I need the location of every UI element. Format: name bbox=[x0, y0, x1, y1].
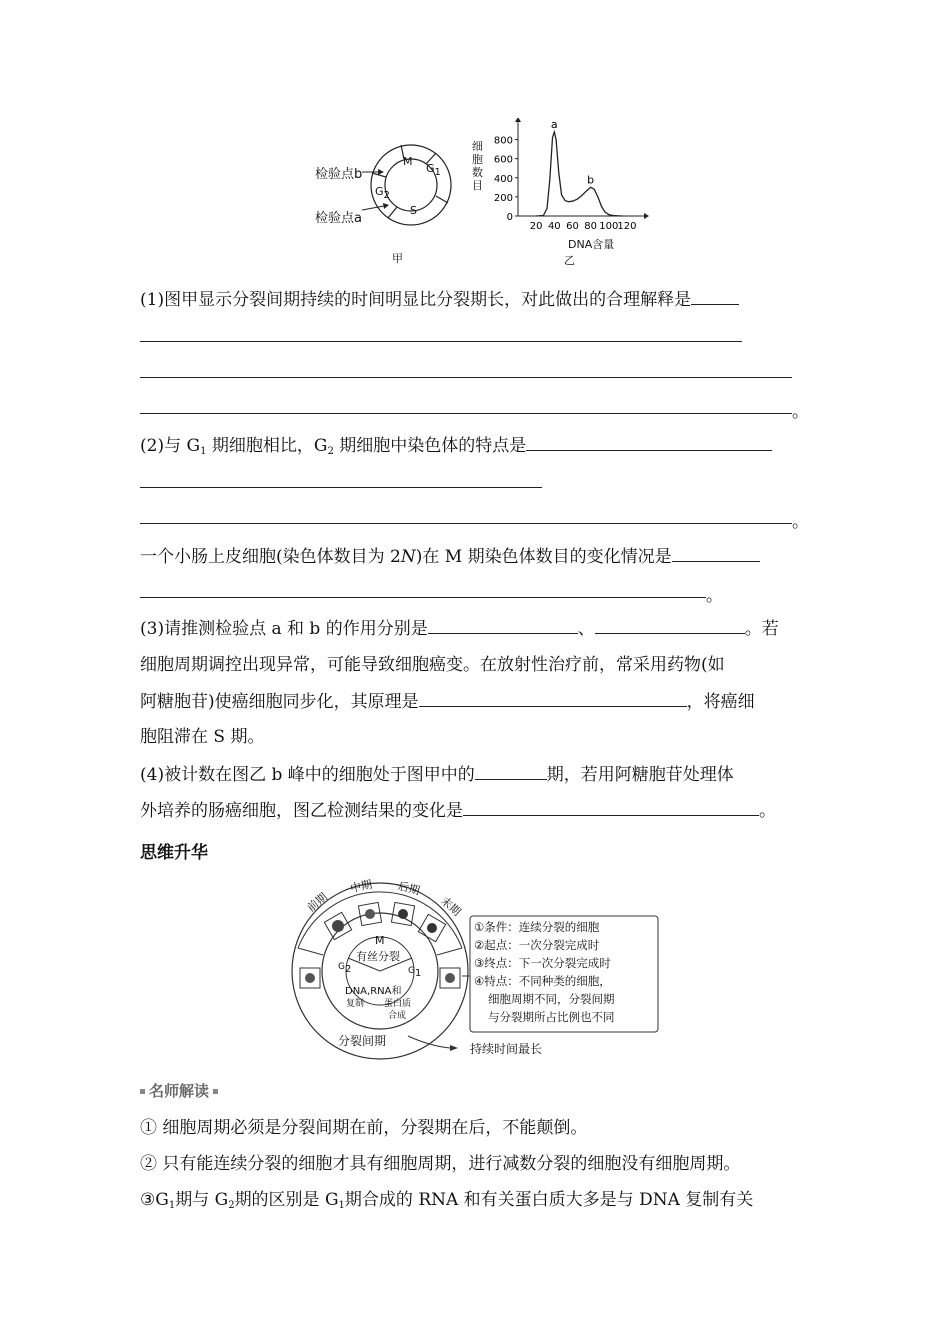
q3-line-3: 阿糖胞苷)使癌细胞同步化，其原理是 ，将癌细 bbox=[140, 692, 755, 712]
y-axis-label: 细胞数目 bbox=[472, 140, 483, 192]
q2-line: (2)与 $G_1$ 期细胞相比，$G_2$ 期细胞中染色体的特点是 bbox=[140, 434, 772, 463]
info-line-1: ①条件：连续分裂的细胞 bbox=[474, 920, 600, 934]
q3-line-4: 胞阻滞在 S 期。 bbox=[140, 727, 265, 747]
stage-telophase: 末期 bbox=[438, 894, 464, 919]
q1-answer-line-2[interactable] bbox=[140, 376, 792, 378]
info-line-3: ③终点：下一次分裂完成时 bbox=[474, 956, 611, 970]
center-g2: $G_2$ bbox=[338, 962, 352, 975]
info-line-2: ②起点：一次分裂完成时 bbox=[474, 938, 600, 952]
x-axis-arrow bbox=[644, 213, 649, 219]
peak-label-a: a bbox=[550, 118, 558, 131]
cell-cycle-ring bbox=[300, 140, 480, 270]
y-tick-label: 600 bbox=[493, 154, 513, 166]
note-2: ② 只有能连续分裂的细胞才具有细胞周期，进行减数分裂的细胞没有细胞周期。 bbox=[140, 1154, 741, 1174]
x-tick-label: 60 bbox=[566, 221, 579, 232]
series-line bbox=[536, 132, 622, 216]
q1-blank[interactable] bbox=[691, 288, 739, 305]
note-1: ① 细胞周期必须是分裂间期在前，分裂期在后，不能颠倒。 bbox=[140, 1118, 588, 1138]
stage-prophase: 前期 bbox=[304, 890, 330, 915]
y-tick-label: 400 bbox=[493, 173, 513, 185]
section-title: 思维升华 bbox=[140, 843, 208, 863]
q4-line-1: (4)被计数在图乙 b 峰中的细胞处于图甲中的 期，若用阿糖胞苷处理体 bbox=[140, 765, 734, 785]
center-g1: $G_1$ bbox=[408, 966, 422, 979]
x-axis-label: DNA含量 bbox=[568, 238, 615, 251]
peak-label-b: b bbox=[587, 173, 595, 187]
center-mitosis: 有丝分裂 bbox=[356, 950, 400, 963]
info-line-5: 细胞周期不同，分裂间期 bbox=[488, 992, 615, 1006]
info-line-4: ④特点：不同种类的细胞， bbox=[474, 974, 611, 988]
caption-jia: 甲 bbox=[392, 252, 403, 265]
phase-g1-label: $G_1$ bbox=[426, 162, 441, 178]
q4-blank-a[interactable] bbox=[475, 763, 547, 780]
stage-anaphase: 后期 bbox=[396, 879, 422, 898]
q2-blank[interactable] bbox=[526, 434, 772, 451]
notes-bullet-right-icon bbox=[213, 1089, 218, 1094]
cell-cycle-diagram bbox=[290, 876, 670, 1062]
q1-answer-line-1[interactable] bbox=[140, 340, 742, 342]
y-tick-label: 800 bbox=[493, 135, 513, 147]
q1-period: 。 bbox=[792, 402, 809, 422]
stage-metaphase: 中期 bbox=[348, 877, 374, 896]
interphase-label: 分裂间期 bbox=[338, 1034, 387, 1048]
phase-m-label: M bbox=[403, 155, 413, 168]
q2-line-3: 一个小肠上皮细胞(染色体数目为 2N)在 M 期染色体数目的变化情况是 bbox=[140, 545, 760, 568]
q3-line-2: 细胞周期调控出现异常，可能导致细胞癌变。在放射性治疗前，常采用药物(如 bbox=[140, 655, 725, 675]
x-tick-label: 80 bbox=[584, 221, 597, 232]
y-axis-arrow bbox=[515, 118, 521, 122]
y-tick-label: 200 bbox=[493, 192, 513, 204]
q2-period: 。 bbox=[792, 512, 809, 532]
notes-bullet-left-icon bbox=[140, 1089, 145, 1094]
x-tick-label: 120 bbox=[617, 221, 637, 232]
phase-g2-label: $G_2$ bbox=[375, 185, 390, 201]
checkpoint-b-label: 检验点b bbox=[315, 167, 363, 182]
q3-blank-a[interactable] bbox=[428, 617, 578, 634]
q2-answer-line-2[interactable] bbox=[140, 522, 792, 524]
dna-histogram-chart bbox=[470, 118, 650, 270]
caption-yi: 乙 bbox=[564, 254, 575, 267]
q2-answer-line-1[interactable] bbox=[140, 486, 542, 488]
center-dna: DNA,RNA和 bbox=[345, 986, 402, 997]
center-copy: 复制 bbox=[346, 999, 365, 1009]
center-synth: 合成 bbox=[388, 1011, 407, 1021]
note-3: $③G_1$期与 $G_2$期的区别是 $G_1$期合成的 RNA 和有关蛋白质大多是与 DNA 复制有关 bbox=[140, 1190, 754, 1211]
longest-label: 持续时间最长 bbox=[470, 1042, 543, 1056]
x-tick-label: 20 bbox=[529, 221, 543, 232]
center-protein: 蛋白质 bbox=[384, 999, 412, 1009]
notes-label: 名师解读 bbox=[140, 1080, 218, 1101]
q2-answer-line-3[interactable] bbox=[140, 596, 706, 598]
q2-m-phase-blank[interactable] bbox=[672, 545, 760, 562]
q3-blank-b[interactable] bbox=[595, 617, 745, 634]
q3-blank-c[interactable] bbox=[419, 690, 687, 707]
q1-text: (1)图甲显示分裂间期持续的时间明显比分裂期长，对此做出的合理解释是 bbox=[140, 290, 692, 310]
center-m: M bbox=[375, 934, 385, 947]
x-tick-label: 100 bbox=[599, 221, 619, 232]
x-tick-label: 40 bbox=[547, 221, 561, 232]
info-box bbox=[474, 918, 658, 1026]
q1-line bbox=[140, 288, 739, 311]
y-tick-label: 0 bbox=[506, 212, 513, 223]
info-line-6: 与分裂期所占比例也不同 bbox=[488, 1010, 615, 1024]
checkpoint-a-label: 检验点a bbox=[315, 211, 362, 226]
q1-answer-line-3[interactable] bbox=[140, 412, 792, 414]
phase-s-label: S bbox=[410, 204, 417, 217]
q4-blank-b[interactable] bbox=[463, 799, 759, 816]
figure-yi bbox=[470, 118, 650, 270]
q3-line-1: (3)请推测检验点 a 和 b 的作用分别是 、 。若 bbox=[140, 619, 779, 639]
figure-jia bbox=[300, 140, 480, 270]
q2-period-2: 。 bbox=[706, 586, 723, 606]
q4-line-2: 外培养的肠癌细胞，图乙检测结果的变化是 。 bbox=[140, 801, 776, 821]
